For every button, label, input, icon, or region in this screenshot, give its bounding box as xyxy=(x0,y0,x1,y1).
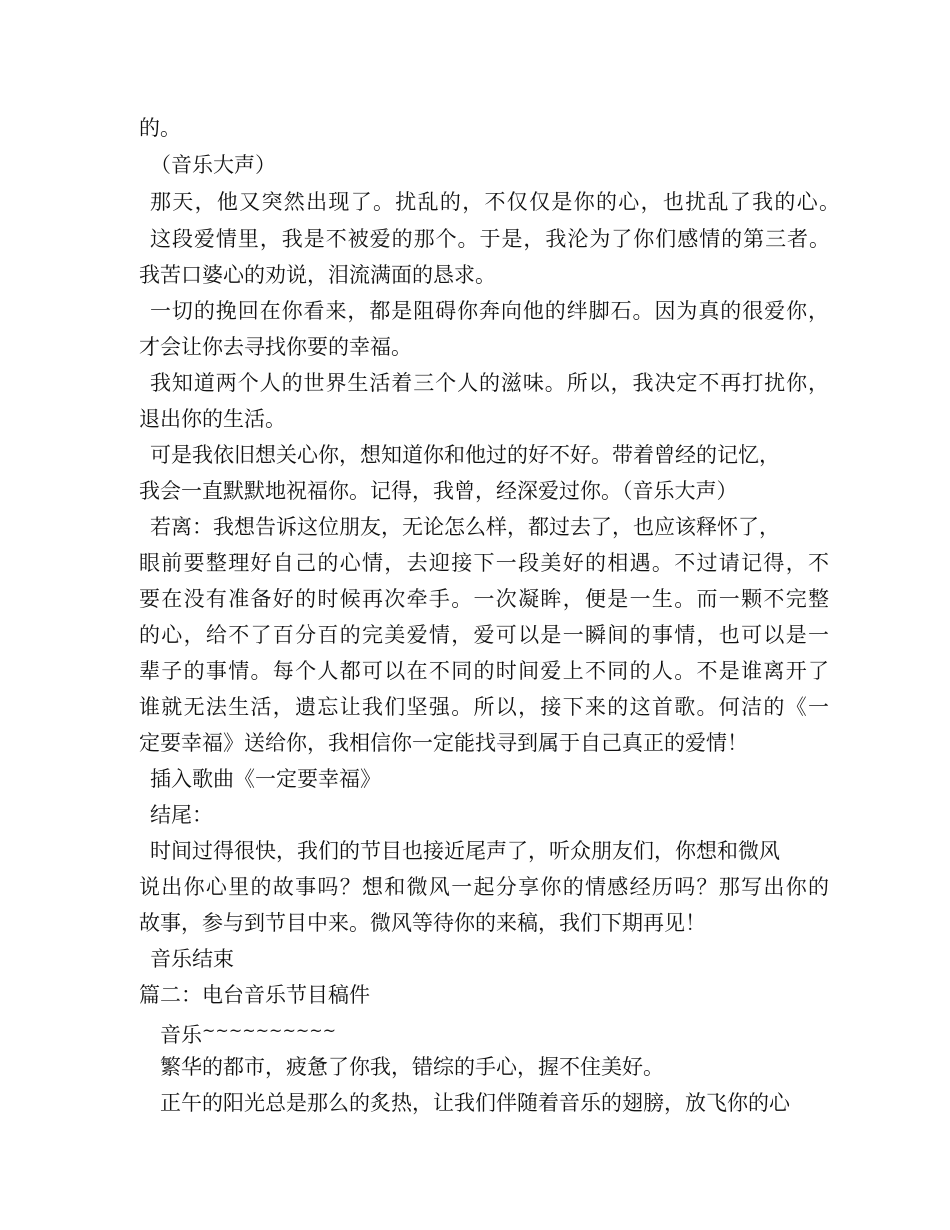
text-line: 可是我依旧想关心你，想知道你和他过的好不好。带着曾经的记忆， xyxy=(150,443,780,467)
text-line: 退出你的生活。 xyxy=(139,407,286,431)
text-line: 才会让你去寻找你要的幸福。 xyxy=(139,335,412,359)
text-line: 故事，参与到节目中来。微风等待你的来稿，我们下期再见！ xyxy=(139,911,706,935)
text-line: 音乐结束 xyxy=(150,947,234,971)
text-line: 这段爱情里，我是不被爱的那个。于是，我沦为了你们感情的第三者。 xyxy=(150,227,830,251)
tilde-run: ~~~~~~~~~~ xyxy=(202,1021,337,1040)
text-line: 若离：我想告诉这位朋友，无论怎么样，都过去了，也应该释怀了， xyxy=(150,515,780,539)
text-line: 的心，给不了百分百的完美爱情，爱可以是一瞬间的事情，也可以是一 xyxy=(139,623,829,647)
text-line xyxy=(160,1017,850,1049)
text-line: 一切的挽回在你看来，都是阻碍你奔向他的绊脚石。因为真的很爱你， xyxy=(150,299,829,323)
text-line: 要在没有准备好的时候再次牵手。一次凝眸，便是一生。而一颗不完整 xyxy=(139,587,829,611)
text-line: 繁华的都市，疲惫了你我，错综的手心，握不住美好。 xyxy=(160,1055,664,1079)
text-fragment: 音乐 xyxy=(160,1023,202,1047)
text-line: 我会一直默默地祝福你。记得，我曾，经深爱过你。（音乐大声） xyxy=(139,479,738,503)
text-line: 的。 xyxy=(139,116,181,140)
text-line: 时间过得很快，我们的节目也接近尾声了，听众朋友们，你想和微风 xyxy=(150,839,780,863)
text-line: （音乐大声） xyxy=(150,153,276,177)
section-heading: 篇二：电台音乐节目稿件 xyxy=(139,983,370,1007)
text-line: 那天，他又突然出现了。扰乱的，不仅仅是你的心，也扰乱了我的心。 xyxy=(150,190,840,214)
text-line: 我苦口婆心的劝说，泪流满面的恳求。 xyxy=(139,263,496,287)
text-line: 正午的阳光总是那么的炙热，让我们伴随着音乐的翅膀，放飞你的心 xyxy=(160,1091,790,1115)
text-line: 说出你心里的故事吗？想和微风一起分享你的情感经历吗？那写出你的 xyxy=(139,875,829,899)
text-line: 定要幸福》送给你，我相信你一定能找寻到属于自己真正的爱情！ xyxy=(139,731,748,755)
text-line: 辈子的事情。每个人都可以在不同的时间爱上不同的人。不是谁离开了 xyxy=(139,659,829,683)
text-line: 我知道两个人的世界生活着三个人的滋味。所以，我决定不再打扰你， xyxy=(150,371,829,395)
text-line: 结尾： xyxy=(150,803,213,827)
text-line: 插入歌曲《一定要幸福》 xyxy=(150,767,381,791)
text-line: 眼前要整理好自己的心情，去迎接下一段美好的相遇。不过请记得，不 xyxy=(139,551,829,575)
text-line: 谁就无法生活，遗忘让我们坚强。所以，接下来的这首歌。何洁的《一 xyxy=(139,695,829,719)
